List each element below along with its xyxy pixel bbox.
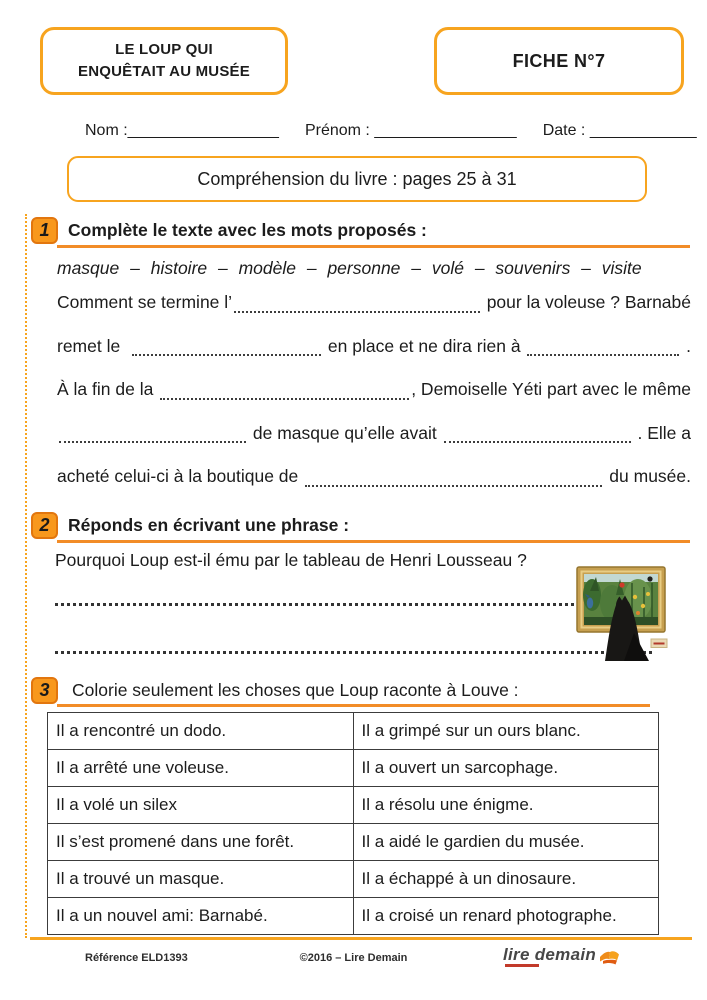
exercise2-number-badge <box>31 512 58 539</box>
fill-text: pour la voleuse ? Barnabé <box>481 292 691 312</box>
table-row <box>48 713 659 750</box>
date-field[interactable]: Date : ____________ <box>542 122 697 139</box>
fiche-number-box <box>434 27 684 95</box>
fill-text: en place et ne dira rien à <box>323 335 526 356</box>
fill-line <box>57 412 691 456</box>
blank-leader[interactable] <box>305 485 602 487</box>
fill-line <box>57 281 691 325</box>
fill-line <box>57 455 691 499</box>
fill-text: acheté celui-ci à la boutique de <box>57 466 304 486</box>
fill-line <box>57 325 691 369</box>
exercise1-number: 1 <box>39 220 50 240</box>
word-bank: masque – histoire – modèle – personne – volé – souvenirs – visite <box>57 258 642 278</box>
exercise3-number: 3 <box>39 680 50 700</box>
footer-rule <box>30 937 692 940</box>
table-row <box>48 787 659 824</box>
blank-leader[interactable] <box>234 311 480 313</box>
exercise1-title: Complète le texte avec les mots proposés : <box>68 220 427 240</box>
exercise3-underline <box>57 704 650 707</box>
choice-cell[interactable]: Il a arrêté une voleuse. <box>48 750 354 787</box>
book-title <box>78 39 250 83</box>
choice-cell[interactable]: Il a ouvert un sarcophage. <box>353 750 659 787</box>
choice-cell[interactable]: Il a rencontré un dodo. <box>48 713 354 750</box>
exercise2-underline <box>57 540 690 543</box>
answer-line-1[interactable] <box>55 603 652 606</box>
answer-line-2[interactable] <box>55 651 652 654</box>
blank-leader[interactable] <box>160 398 409 400</box>
choice-cell[interactable]: Il a volé un silex <box>48 787 354 824</box>
choice-cell[interactable]: Il a aidé le gardien du musée. <box>353 824 659 861</box>
identity-row <box>85 122 697 140</box>
fill-line <box>57 368 691 412</box>
footer-reference: Référence ELD1393 <box>85 952 188 964</box>
fill-text: remet le <box>57 335 130 356</box>
blank-leader[interactable] <box>132 354 321 356</box>
painting-image <box>576 565 669 662</box>
left-dotted-rule <box>25 214 27 938</box>
blank-leader[interactable] <box>59 441 246 443</box>
fill-text: . <box>681 335 691 356</box>
choice-cell[interactable]: Il a grimpé sur un ours blanc. <box>353 713 659 750</box>
table-row <box>48 750 659 787</box>
choice-cell[interactable]: Il a trouvé un masque. <box>48 861 354 898</box>
choices-table <box>47 712 659 935</box>
publisher-logo <box>503 946 620 966</box>
publisher-logo-text: lire demain <box>503 945 597 964</box>
exercise1-number-badge <box>31 217 58 244</box>
exercise1-underline <box>57 245 690 248</box>
fill-text: , Demoiselle Yéti part avec le même <box>411 379 691 399</box>
fill-text: du musée. <box>604 466 691 486</box>
table-row <box>48 824 659 861</box>
blank-leader[interactable] <box>527 354 679 356</box>
choice-cell[interactable]: Il a croisé un renard photographe. <box>353 898 659 935</box>
exercise2-title: Réponds en écrivant une phrase : <box>68 515 350 535</box>
fill-text: de masque qu’elle avait <box>248 422 442 443</box>
book-title-box <box>40 27 288 95</box>
exercise2-question: Pourquoi Loup est-il ému par le tableau de Henri Lousseau ? <box>55 550 527 570</box>
prenom-field[interactable]: Prénom : ________________ <box>304 122 517 139</box>
exercise3-number-badge <box>31 677 58 704</box>
fill-text: À la fin de la <box>57 379 159 399</box>
choice-cell[interactable]: Il a échappé à un dinosaure. <box>353 861 659 898</box>
publisher-logo-subtext <box>505 964 539 967</box>
exercise3-title: Colorie seulement les choses que Loup raconte à Louve : <box>72 680 519 700</box>
fiche-number-label: FICHE N°7 <box>512 50 606 71</box>
fill-text: Comment se termine l’ <box>57 292 233 312</box>
exercise1-text <box>57 281 691 499</box>
blank-leader[interactable] <box>444 441 631 443</box>
exercise2-number: 2 <box>39 515 50 535</box>
footer-copyright: ©2016 – Lire Demain <box>299 952 408 964</box>
open-book-icon <box>598 948 620 966</box>
fill-text: . Elle a <box>632 422 691 443</box>
choice-cell[interactable]: Il a résolu une énigme. <box>353 787 659 824</box>
book-title-line1: LE LOUP QUI <box>115 41 213 59</box>
table-row <box>48 861 659 898</box>
table-row <box>48 898 659 935</box>
choice-cell[interactable]: Il s’est promené dans une forêt. <box>48 824 354 861</box>
subtitle-box <box>67 156 647 202</box>
choice-cell[interactable]: Il a un nouvel ami: Barnabé. <box>48 898 354 935</box>
book-title-line2: ENQUÊTAIT AU MUSÉE <box>78 63 250 80</box>
nom-field[interactable]: Nom :_________________ <box>85 122 279 139</box>
subtitle-text: Compréhension du livre : pages 25 à 31 <box>197 168 517 189</box>
